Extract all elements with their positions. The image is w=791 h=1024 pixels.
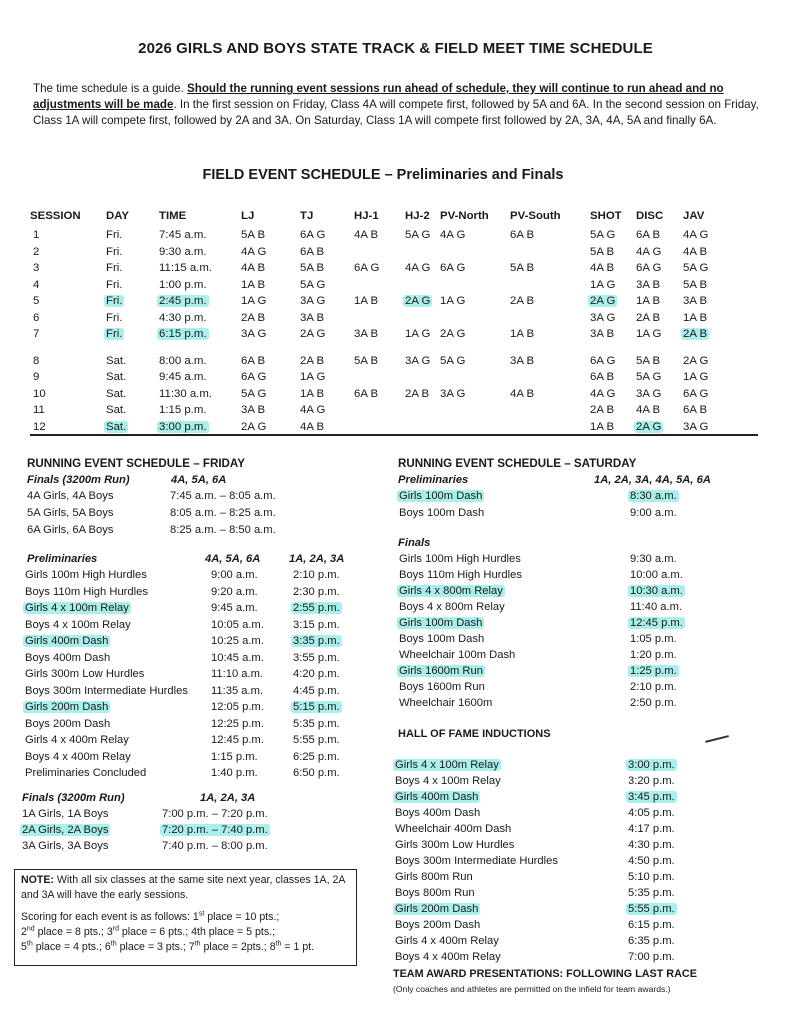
field-header-cell: TJ [300, 210, 314, 222]
saturday-final-row-cell: 12:45 p.m. [630, 617, 683, 629]
friday-finals1-label: Finals (3200m Run) [27, 474, 130, 486]
field-cell: 3A B [636, 278, 661, 291]
field-cell: 11 [33, 404, 45, 416]
saturday-after-row-cell: Girls 200m Dash [395, 903, 479, 915]
saturday-after-row-cell: Boys 300m Intermediate Hurdles [395, 855, 558, 867]
field-cell: 5A B [636, 354, 661, 367]
field-cell: 2A G [590, 295, 616, 307]
field-cell: 4A B [683, 245, 708, 258]
field-cell: 6A G [354, 262, 380, 274]
saturday-after-row-cell: 5:10 p.m. [628, 871, 675, 883]
field-row [0, 371, 791, 387]
saturday-after-row-cell: Girls 4 x 100m Relay [395, 759, 499, 771]
saturday-after-row-cell: Girls 4 x 400m Relay [395, 935, 499, 947]
friday-finals1-row-cell: 6A Girls, 6A Boys [27, 524, 114, 536]
field-cell: 5A B [300, 262, 325, 274]
field-cell: 5A G [241, 387, 267, 400]
field-cell: 5 [33, 295, 40, 307]
field-cell: 1A B [590, 420, 615, 433]
field-header-cell: TIME [159, 210, 187, 222]
field-cell: 6A B [636, 229, 661, 241]
field-cell: 4A G [636, 245, 662, 258]
field-cell: 9:45 a.m. [159, 371, 207, 383]
field-cell: 6A B [300, 245, 325, 258]
pen-mark [705, 735, 729, 742]
saturday-after-row-cell: Boys 200m Dash [395, 919, 481, 931]
field-cell: Sat. [106, 354, 127, 367]
intro-text-emphasis: Should the running event sessions run ahead of schedule, they will continue to run ahead and no adjustments will be made [33, 82, 724, 111]
field-cell: 6A G [241, 371, 267, 383]
field-cell: 2A B [300, 354, 325, 367]
saturday-title: RUNNING EVENT SCHEDULE – SATURDAY [398, 457, 637, 470]
field-cell: 3A B [510, 354, 535, 367]
field-cell: Fri. [106, 295, 123, 307]
field-cell: 2A G [300, 328, 326, 340]
saturday-prelim-row-cell: 9:00 a.m. [630, 506, 677, 519]
saturday-after-row-cell: 4:17 p.m. [628, 823, 675, 835]
field-cell: 6A B [590, 371, 615, 383]
field-cell: Fri. [106, 229, 123, 241]
friday-prelim-row-cell: Girls 300m Low Hurdles [25, 668, 145, 680]
field-header-cell: DISC [636, 210, 664, 222]
friday-prelim-row-cell: 9:20 a.m. [211, 585, 258, 598]
saturday-prelim-row-cell: Girls 100m Dash [399, 490, 483, 502]
saturday-after-row-cell: Girls 300m Low Hurdles [395, 839, 515, 851]
field-cell: 3A G [590, 311, 616, 324]
friday-finals2-row-cell: 2A Girls, 2A Boys [22, 824, 109, 836]
field-cell: 4A B [354, 229, 379, 241]
field-cell: 2A B [590, 404, 615, 416]
field-cell: 11:15 a.m. [159, 262, 212, 274]
friday-prelim-row-cell: 11:35 a.m. [211, 684, 264, 697]
friday-prelim-row-cell: 2:10 p.m. [293, 569, 340, 581]
scoring-sup: th [26, 940, 33, 948]
field-cell: 5A B [354, 354, 379, 367]
field-cell: 3 [33, 262, 40, 274]
note-text [21, 873, 351, 903]
saturday-after-row-cell: 6:35 p.m. [628, 935, 675, 947]
friday-prelim-row-cell: 11:10 a.m. [211, 668, 264, 680]
field-cell: 6A B [354, 387, 379, 400]
field-cell: 1A G [636, 328, 662, 340]
field-header-cell: JAV [683, 210, 705, 222]
field-cell: 1A G [683, 371, 709, 383]
friday-prelim-row-cell: Girls 200m Dash [25, 701, 109, 713]
friday-prelim-row-cell: Girls 4 x 400m Relay [25, 734, 129, 746]
field-header-row [0, 210, 791, 226]
friday-finals1-classes: 4A, 5A, 6A [171, 474, 227, 486]
field-cell: 5A B [590, 245, 615, 258]
field-cell: Fri. [106, 262, 123, 274]
field-cell: 3A G [440, 387, 466, 400]
field-cell: 2A G [636, 420, 662, 433]
friday-prelim-row-cell: 4:20 p.m. [293, 668, 340, 680]
page-title: 2026 GIRLS AND BOYS STATE TRACK & FIELD MEET TIME SCHEDULE [138, 40, 653, 57]
field-cell: Sat. [106, 404, 127, 416]
saturday-after-row-cell: Girls 400m Dash [395, 791, 479, 803]
team-award-note: (Only coaches and athletes are permitted on the infield for team awards.) [393, 984, 671, 994]
friday-prelim-row-cell: Girls 4 x 100m Relay [25, 602, 129, 614]
saturday-final-row-cell: 2:10 p.m. [630, 681, 677, 693]
field-cell: 7 [33, 328, 40, 340]
field-cell: 2A B [241, 311, 266, 324]
field-cell: 2A B [405, 387, 430, 400]
saturday-after-row-cell: 3:00 p.m. [628, 759, 675, 771]
field-cell: 2A G [241, 420, 267, 433]
field-cell: 4 [33, 278, 40, 291]
field-cell: 6 [33, 311, 40, 324]
field-cell: 5A G [590, 229, 616, 241]
friday-prelim-row-cell: Boys 4 x 400m Relay [25, 750, 131, 763]
field-cell: 3A B [683, 295, 708, 307]
friday-finals2-row-cell: 1A Girls, 1A Boys [22, 808, 109, 820]
field-cell: 4A G [300, 404, 326, 416]
saturday-finals-label: Finals [398, 537, 431, 549]
friday-prelim-row-cell: Girls 100m High Hurdles [25, 569, 147, 581]
field-cell: 5A B [241, 229, 266, 241]
friday-prelim-row-cell: Girls 400m Dash [25, 635, 109, 647]
saturday-final-row-cell: Girls 100m Dash [399, 617, 483, 629]
field-cell: 4A G [590, 387, 616, 400]
field-cell: 1A B [241, 278, 266, 291]
friday-finals2-classes: 1A, 2A, 3A [200, 792, 256, 804]
field-cell: Fri. [106, 311, 123, 324]
friday-finals1-row-cell: 8:25 a.m. – 8:50 a.m. [170, 524, 276, 536]
scoring-sup: th [110, 940, 117, 948]
saturday-final-row-cell: Girls 1600m Run [399, 665, 483, 677]
friday-prelim-col1: 4A, 5A, 6A [205, 553, 261, 565]
saturday-after-row-cell: 5:35 p.m. [628, 887, 675, 899]
saturday-prelim-label: Preliminaries [398, 474, 469, 486]
field-cell: 5A G [636, 371, 662, 383]
scoring-part: place = 10 pts.; [204, 911, 280, 923]
field-cell: 1A G [300, 371, 326, 383]
field-cell: 6:15 p.m. [159, 328, 207, 340]
scoring-text [21, 910, 351, 955]
field-cell: 7:45 a.m. [159, 229, 207, 241]
saturday-after-row-cell: Boys 4 x 100m Relay [395, 775, 501, 787]
field-cell: 2A B [636, 311, 661, 324]
friday-prelim-row-cell: 10:45 a.m. [211, 651, 264, 664]
field-cell: 4A G [405, 262, 431, 274]
field-cell: Sat. [106, 420, 127, 433]
field-cell: 4A B [241, 262, 266, 274]
field-header-cell: DAY [106, 210, 130, 222]
field-cell: 1A B [683, 311, 708, 324]
field-header-cell: SESSION [30, 210, 81, 222]
field-cell: 9:30 a.m. [159, 245, 207, 258]
saturday-final-row-cell: 10:30 a.m. [630, 585, 683, 597]
field-row [0, 388, 791, 404]
saturday-after-row-cell: 4:50 p.m. [628, 855, 675, 867]
saturday-after-row-cell: Wheelchair 400m Dash [395, 823, 512, 835]
field-cell: 2 [33, 245, 40, 258]
field-cell: 8 [33, 354, 40, 367]
scoring-sup: st [198, 910, 205, 918]
team-award-line: TEAM AWARD PRESENTATIONS: FOLLOWING LAST RACE [393, 968, 697, 980]
field-cell: 6A G [636, 262, 662, 274]
saturday-classes: 1A, 2A, 3A, 4A, 5A, 6A [594, 474, 711, 486]
field-row [0, 279, 791, 295]
field-cell: 5A B [510, 262, 535, 274]
field-cell: 3A B [241, 404, 266, 416]
field-cell: 1A B [354, 295, 379, 307]
friday-prelim-label: Preliminaries [27, 553, 98, 565]
scoring-sup: rd [112, 925, 119, 933]
friday-title: RUNNING EVENT SCHEDULE – FRIDAY [27, 457, 245, 470]
field-cell: 4A B [510, 387, 535, 400]
saturday-final-row-cell: 9:30 a.m. [630, 553, 677, 565]
friday-finals2-row-cell: 7:40 p.m. – 8:00 p.m. [162, 840, 268, 852]
field-cell: 4A G [241, 245, 267, 258]
friday-finals1-row-cell: 4A Girls, 4A Boys [27, 490, 114, 502]
scoring-part: 2 [21, 926, 27, 938]
saturday-after-row-cell: 4:30 p.m. [628, 839, 675, 851]
field-row [0, 229, 791, 245]
field-cell: 1:00 p.m. [159, 278, 207, 291]
field-cell: 3A G [300, 295, 326, 307]
saturday-final-row-cell: Wheelchair 100m Dash [399, 649, 516, 661]
friday-prelim-row-cell: 5:35 p.m. [293, 717, 340, 730]
field-cell: 1A G [405, 328, 431, 340]
field-row [0, 355, 791, 371]
hall-of-fame-label: HALL OF FAME INDUCTIONS [398, 728, 551, 740]
field-cell: 3A B [354, 328, 379, 340]
friday-finals1-row-cell: 8:05 a.m. – 8:25 a.m. [170, 507, 276, 519]
scoring-part: place = 6 pts.; 4th place = 5 pts.; [118, 926, 276, 938]
field-cell: 3A B [590, 328, 615, 340]
field-row [0, 295, 791, 311]
field-cell: Fri. [106, 278, 123, 291]
friday-finals2-row-cell: 3A Girls, 3A Boys [22, 840, 109, 852]
field-cell: Sat. [106, 371, 127, 383]
field-cell: 4:30 p.m. [159, 311, 207, 324]
field-row [0, 246, 791, 262]
saturday-final-row-cell: 10:00 a.m. [630, 569, 683, 581]
field-cell: 6A G [590, 354, 616, 367]
friday-prelim-row-cell: 12:45 p.m. [211, 734, 264, 746]
field-cell: 3A G [636, 387, 662, 400]
field-cell: 6A G [300, 229, 326, 241]
scoring-intro: Scoring for each event is as follows: 1 [21, 911, 199, 923]
field-cell: Sat. [106, 387, 127, 400]
note-body: With all six classes at the same site next year, classes 1A, 2A and 3A will have the early sessions. [21, 874, 345, 901]
field-header-cell: PV-South [510, 210, 561, 222]
friday-finals2-row-cell: 7:20 p.m. – 7:40 p.m. [162, 824, 268, 836]
note-box [14, 869, 357, 966]
field-cell: 3:00 p.m. [159, 420, 207, 433]
field-cell: 1 [33, 229, 40, 241]
saturday-final-row-cell: 1:25 p.m. [630, 665, 677, 677]
field-cell: 1A G [440, 295, 466, 307]
friday-finals2-row-cell: 7:00 p.m. – 7:20 p.m. [162, 808, 268, 820]
field-header-cell: PV-North [440, 210, 489, 222]
field-cell: 3A G [241, 328, 267, 340]
friday-prelim-row-cell: 2:30 p.m. [293, 585, 340, 598]
friday-prelim-row-cell: 1:15 p.m. [211, 750, 258, 763]
scoring-part: place = 4 pts.; 6 [32, 941, 111, 953]
saturday-prelim-row-cell: 8:30 a.m. [630, 490, 677, 502]
friday-prelim-row-cell: 9:00 a.m. [211, 569, 258, 581]
scoring-sup: th [275, 940, 282, 948]
field-cell: 6A G [683, 387, 709, 400]
saturday-final-row-cell: Girls 100m High Hurdles [399, 553, 521, 565]
field-cell: 10 [33, 387, 46, 400]
saturday-after-row-cell: 7:00 p.m. [628, 951, 675, 963]
friday-prelim-row-cell: 5:15 p.m. [293, 701, 340, 713]
friday-prelim-row-cell: 5:55 p.m. [293, 734, 340, 746]
saturday-final-row-cell: 1:20 p.m. [630, 649, 677, 661]
field-cell: 2A G [440, 328, 466, 340]
friday-prelim-row-cell: 1:40 p.m. [211, 767, 258, 779]
note-label: NOTE: [21, 874, 54, 886]
table-divider [30, 434, 758, 436]
saturday-after-row-cell: Girls 800m Run [395, 871, 473, 883]
field-cell: 2A G [683, 354, 709, 367]
field-cell: 5A B [683, 278, 708, 291]
saturday-final-row-cell: Boys 4 x 800m Relay [399, 601, 505, 613]
field-row [0, 404, 791, 420]
saturday-after-row-cell: 3:45 p.m. [628, 791, 675, 803]
saturday-final-row-cell: Boys 100m Dash [399, 633, 485, 645]
friday-prelim-row-cell: 4:45 p.m. [293, 684, 340, 697]
intro-paragraph [33, 81, 763, 129]
friday-prelim-row-cell: Boys 110m High Hurdles [25, 585, 148, 598]
field-row [0, 312, 791, 328]
saturday-after-row-cell: 5:55 p.m. [628, 903, 675, 915]
field-cell: 2:45 p.m. [159, 295, 207, 307]
field-cell: 3A B [300, 311, 325, 324]
friday-prelim-row-cell: 10:05 a.m. [211, 618, 264, 631]
saturday-after-row-cell: Boys 800m Run [395, 887, 475, 899]
field-header-cell: HJ-1 [354, 210, 379, 222]
saturday-final-row-cell: Boys 1600m Run [399, 681, 485, 693]
field-cell: 6A B [683, 404, 708, 416]
field-cell: 3A G [683, 420, 709, 433]
field-cell: 5A G [300, 278, 326, 291]
field-cell: 6A B [241, 354, 266, 367]
field-cell: 1A G [241, 295, 267, 307]
field-cell: 1A B [300, 387, 325, 400]
friday-prelim-row-cell: 6:25 p.m. [293, 750, 340, 763]
scoring-part: place = 2pts.; 8 [200, 941, 276, 953]
field-header-cell: LJ [241, 210, 255, 222]
friday-prelim-row-cell: Boys 200m Dash [25, 717, 111, 730]
saturday-final-row-cell: Girls 4 x 800m Relay [399, 585, 503, 597]
field-cell: 2A B [683, 328, 708, 340]
friday-prelim-row-cell: 10:25 a.m. [211, 635, 264, 647]
saturday-after-row-cell: 3:20 p.m. [628, 775, 675, 787]
field-cell: 12 [33, 420, 46, 433]
saturday-after-row-cell: 6:15 p.m. [628, 919, 675, 931]
field-row [0, 328, 791, 344]
field-cell: 6A G [440, 262, 466, 274]
field-cell: 9 [33, 371, 40, 383]
saturday-prelim-row-cell: Boys 100m Dash [399, 506, 485, 519]
field-cell: 5A G [683, 262, 709, 274]
friday-finals1-row-cell: 5A Girls, 5A Boys [27, 507, 114, 519]
field-cell: 4A B [300, 420, 325, 433]
intro-text-2: . In the first session on Friday, Class 4A will compete first, followed by 5A and 6A. In the second session on Friday, Class 1A will compete first, followed by 2A and 3A. On Saturday, Class 1A will compete first followed by 2A, 3A, 4A, 5A and finally 6A. [33, 98, 759, 127]
field-cell: 4A G [683, 229, 709, 241]
field-header-cell: SHOT [590, 210, 622, 222]
field-cell: 8:00 a.m. [159, 354, 207, 367]
friday-prelim-row-cell: 3:15 p.m. [293, 618, 340, 631]
field-cell: 3A G [405, 354, 431, 367]
friday-prelim-row-cell: 6:50 p.m. [293, 767, 340, 779]
field-cell: 5A G [405, 229, 431, 241]
friday-prelim-row-cell: 3:35 p.m. [293, 635, 340, 647]
scoring-part: 5 [21, 941, 27, 953]
field-cell: 1A G [590, 278, 616, 291]
scoring-part: = 1 pt. [281, 941, 315, 953]
field-cell: 2A B [510, 295, 535, 307]
field-cell: Fri. [106, 245, 123, 258]
field-cell: 1A B [636, 295, 661, 307]
friday-finals1-row-cell: 7:45 a.m. – 8:05 a.m. [170, 490, 276, 502]
friday-prelim-row-cell: Preliminaries Concluded [25, 767, 147, 779]
scoring-part: place = 8 pts.; 3 [34, 926, 113, 938]
field-cell: 1:15 p.m. [159, 404, 207, 416]
field-cell: 2A G [405, 295, 431, 307]
friday-prelim-row-cell: 3:55 p.m. [293, 651, 340, 664]
saturday-after-row-cell: Boys 4 x 400m Relay [395, 951, 501, 963]
friday-prelim-row-cell: Boys 300m Intermediate Hurdles [25, 684, 188, 697]
friday-prelim-col2: 1A, 2A, 3A [289, 553, 345, 565]
field-row [0, 262, 791, 278]
saturday-final-row-cell: Wheelchair 1600m [399, 697, 493, 709]
friday-prelim-row-cell: Boys 4 x 100m Relay [25, 618, 131, 631]
friday-prelim-row-cell: 12:25 p.m. [211, 717, 264, 730]
saturday-final-row-cell: 2:50 p.m. [630, 697, 677, 709]
scoring-sup: nd [26, 925, 35, 933]
field-header-cell: HJ-2 [405, 210, 430, 222]
field-cell: 4A B [636, 404, 661, 416]
saturday-final-row-cell: 11:40 a.m. [630, 601, 683, 613]
field-event-title: FIELD EVENT SCHEDULE – Preliminaries and Finals [202, 167, 564, 183]
friday-prelim-row-cell: 12:05 p.m. [211, 701, 264, 713]
saturday-final-row-cell: 1:05 p.m. [630, 633, 677, 645]
saturday-after-row-cell: 4:05 p.m. [628, 807, 675, 819]
friday-prelim-row-cell: Boys 400m Dash [25, 651, 111, 664]
saturday-after-row-cell: Boys 400m Dash [395, 807, 481, 819]
field-cell: 6A B [510, 229, 535, 241]
friday-prelim-row-cell: 2:55 p.m. [293, 602, 340, 614]
field-cell: 5A G [440, 354, 466, 367]
saturday-final-row-cell: Boys 110m High Hurdles [399, 569, 522, 581]
field-cell: 1A B [510, 328, 535, 340]
field-cell: 4A G [440, 229, 466, 241]
friday-finals2-label: Finals (3200m Run) [22, 792, 125, 804]
field-cell: 11:30 a.m. [159, 387, 212, 400]
field-cell: 4A B [590, 262, 615, 274]
field-cell: Fri. [106, 328, 123, 340]
intro-text-1: The time schedule is a guide. [33, 82, 188, 95]
friday-prelim-row-cell: 9:45 a.m. [211, 602, 258, 614]
scoring-part: place = 3 pts.; 7 [116, 941, 195, 953]
scoring-sup: th [194, 940, 201, 948]
